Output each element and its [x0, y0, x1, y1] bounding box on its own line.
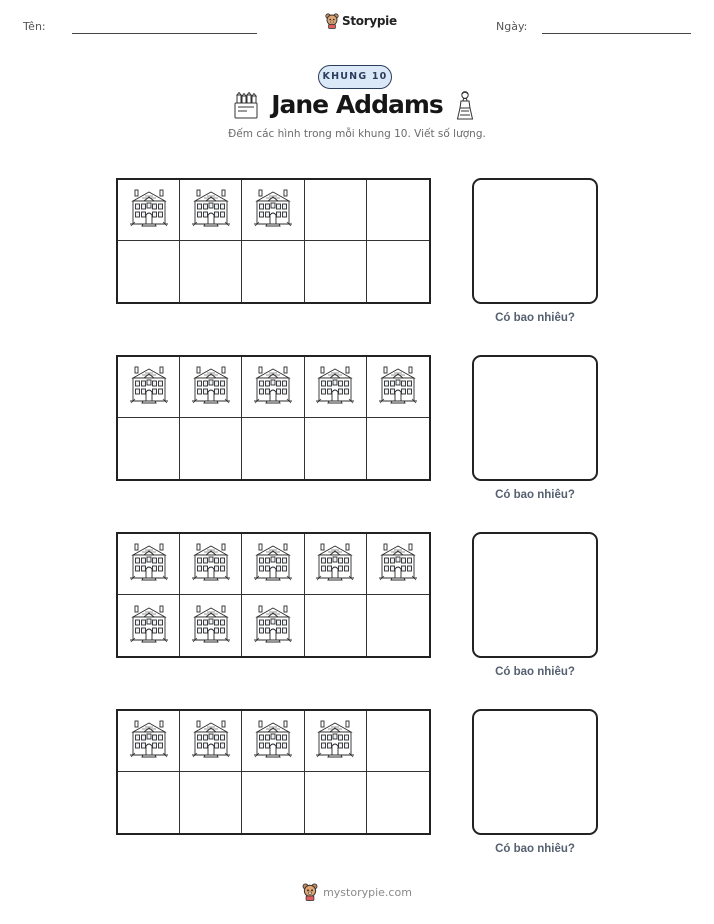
- frame-cell: [242, 772, 304, 833]
- mansion-house-icon: [253, 719, 293, 763]
- mansion-house-icon: [191, 542, 231, 586]
- mansion-house-icon: [129, 719, 169, 763]
- ten-frame-4: [116, 709, 431, 835]
- frame-cell: [367, 180, 429, 241]
- ten-frame-2: [116, 355, 431, 481]
- ten-frame-3: [116, 532, 431, 658]
- brand-logo: [325, 13, 397, 29]
- mansion-house-icon: [129, 365, 169, 409]
- frame-cell: [180, 357, 242, 418]
- frame-cell: [242, 534, 304, 595]
- frame-cell: [367, 418, 429, 479]
- answer-question-4: Có bao nhiêu?: [495, 843, 575, 855]
- mansion-house-icon: [378, 542, 418, 586]
- frame-cell: [367, 595, 429, 656]
- date-label: Ngày:: [496, 20, 528, 33]
- ten-frame-1: [116, 178, 431, 304]
- mansion-house-icon: [315, 542, 355, 586]
- date-field-line[interactable]: [542, 33, 691, 34]
- frame-cell: [305, 772, 367, 833]
- footer: [0, 883, 714, 901]
- frame-cell: [242, 180, 304, 241]
- frame-cell: [118, 711, 180, 772]
- mansion-house-icon: [378, 365, 418, 409]
- frame-cell: [305, 534, 367, 595]
- frame-cell: [180, 711, 242, 772]
- frame-cell: [180, 595, 242, 656]
- frame-cell: [180, 772, 242, 833]
- answer-box-3[interactable]: [472, 532, 598, 658]
- brand-name: Storypie: [342, 14, 397, 28]
- frame-cell: [242, 241, 304, 302]
- frame-cell: [180, 241, 242, 302]
- frame-cell: [305, 418, 367, 479]
- worksheet-type-badge: KHUNG 10: [318, 65, 392, 89]
- footer-url: mystorypie.com: [323, 885, 412, 899]
- woman-figure-icon: [455, 91, 475, 121]
- answer-question-1: Có bao nhiêu?: [495, 312, 575, 324]
- frame-cell: [367, 772, 429, 833]
- answer-box-2[interactable]: [472, 355, 598, 481]
- mansion-house-icon: [191, 604, 231, 648]
- frame-cell: [118, 241, 180, 302]
- frame-cell: [118, 180, 180, 241]
- frame-cell: [118, 595, 180, 656]
- answer-box-1[interactable]: [472, 178, 598, 304]
- bear-mascot-icon: [302, 883, 318, 901]
- frame-cell: [367, 357, 429, 418]
- frame-cell: [118, 357, 180, 418]
- mansion-house-icon: [191, 188, 231, 232]
- answer-question-3: Có bao nhiêu?: [495, 666, 575, 678]
- frame-cell: [180, 180, 242, 241]
- frame-cell: [305, 241, 367, 302]
- frame-cell: [242, 711, 304, 772]
- mansion-house-icon: [191, 365, 231, 409]
- answer-box-4[interactable]: [472, 709, 598, 835]
- frame-cell: [242, 418, 304, 479]
- frame-cell: [180, 418, 242, 479]
- frame-cell: [118, 418, 180, 479]
- page-title: Jane Addams: [271, 90, 443, 119]
- mansion-house-icon: [129, 604, 169, 648]
- frame-cell: [305, 595, 367, 656]
- frame-cell: [242, 595, 304, 656]
- mansion-house-icon: [191, 719, 231, 763]
- mansion-house-icon: [253, 604, 293, 648]
- mansion-house-icon: [253, 542, 293, 586]
- frame-cell: [305, 180, 367, 241]
- frame-cell: [367, 711, 429, 772]
- frame-cell: [367, 241, 429, 302]
- name-field-line[interactable]: [72, 33, 257, 34]
- frame-cell: [305, 711, 367, 772]
- name-label: Tên:: [23, 20, 46, 33]
- mansion-house-icon: [315, 719, 355, 763]
- mansion-house-icon: [253, 365, 293, 409]
- frame-cell: [305, 357, 367, 418]
- instructions: Đếm các hình trong mỗi khung 10. Viết số lượng.: [228, 128, 486, 140]
- frame-cell: [367, 534, 429, 595]
- mansion-house-icon: [129, 542, 169, 586]
- mansion-house-icon: [315, 365, 355, 409]
- frame-cell: [118, 772, 180, 833]
- frame-cell: [242, 357, 304, 418]
- mansion-house-icon: [253, 188, 293, 232]
- answer-question-2: Có bao nhiêu?: [495, 489, 575, 501]
- frame-cell: [180, 534, 242, 595]
- mansion-house-icon: [129, 188, 169, 232]
- bear-mascot-icon: [325, 13, 339, 29]
- frame-cell: [118, 534, 180, 595]
